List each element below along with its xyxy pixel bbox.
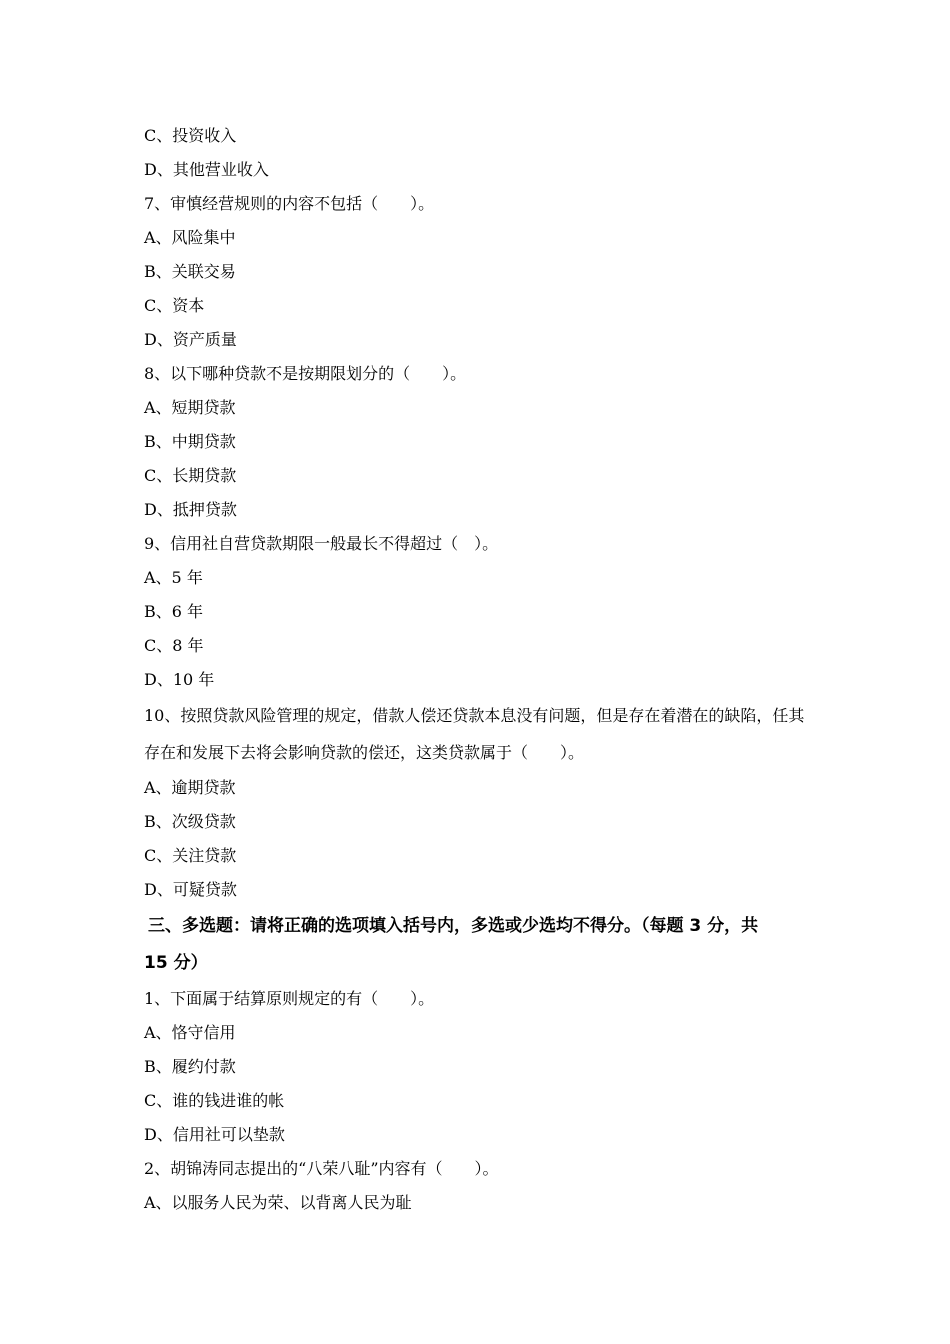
option-8d: D、抵押贷款: [144, 500, 237, 519]
multi-question-1: 1、下面属于结算原则规定的有（ ）。: [144, 989, 435, 1008]
question-9: 9、信用社自营贷款期限一般最长不得超过（ ）。: [144, 534, 499, 553]
option-9d: D、10 年: [144, 670, 215, 689]
question-7: 7、审慎经营规则的内容不包括（ ）。: [144, 194, 435, 213]
option-7a: A、风险集中: [144, 228, 236, 247]
option-7c: C、资本: [144, 296, 205, 315]
multi-option-1a: A、恪守信用: [144, 1023, 236, 1042]
option-8a: A、短期贷款: [144, 398, 236, 417]
option-10a: A、逾期贷款: [144, 778, 236, 797]
option-8c: C、长期贷款: [144, 466, 237, 485]
option-8b: B、中期贷款: [144, 432, 236, 451]
option-10b: B、次级贷款: [144, 812, 236, 831]
document-body: [144, 119, 812, 1220]
option-10d: D、可疑贷款: [144, 880, 237, 899]
multi-question-2: 2、胡锦涛同志提出的“八荣八耻”内容有（ ）。: [144, 1159, 499, 1178]
option-10c: C、关注贷款: [144, 846, 237, 865]
question-10: [144, 697, 812, 771]
option-7b: B、关联交易: [144, 262, 236, 281]
question-8: 8、以下哪种贷款不是按期限划分的（ ）。: [144, 364, 467, 383]
option-9b: B、6 年: [144, 602, 204, 621]
multi-option-1c: C、谁的钱进谁的帐: [144, 1091, 285, 1110]
question-10-line-2: 存在和发展下去将会影响贷款的偿还，这类贷款属于（ ）。: [144, 743, 585, 762]
option-6c: C、投资收入: [144, 126, 237, 145]
section-heading: [144, 908, 812, 982]
multi-option-1d: D、信用社可以垫款: [144, 1125, 285, 1144]
section-heading-line-2: 15 分）: [144, 953, 208, 973]
question-10-line-1: 10、按照贷款风险管理的规定，借款人偿还贷款本息没有问题，但是存在着潜在的缺陷，任其: [144, 706, 805, 725]
multi-option-1b: B、履约付款: [144, 1057, 236, 1076]
option-6d: D、其他营业收入: [144, 160, 269, 179]
option-9c: C、8 年: [144, 636, 204, 655]
multi-option-2a: A、以服务人民为荣、以背离人民为耻: [144, 1193, 412, 1212]
option-9a: A、5 年: [144, 568, 203, 587]
option-7d: D、资产质量: [144, 330, 237, 349]
section-heading-line-1: 三、多选题：请将正确的选项填入括号内，多选或少选均不得分。（每题 3 分，共: [148, 916, 759, 936]
